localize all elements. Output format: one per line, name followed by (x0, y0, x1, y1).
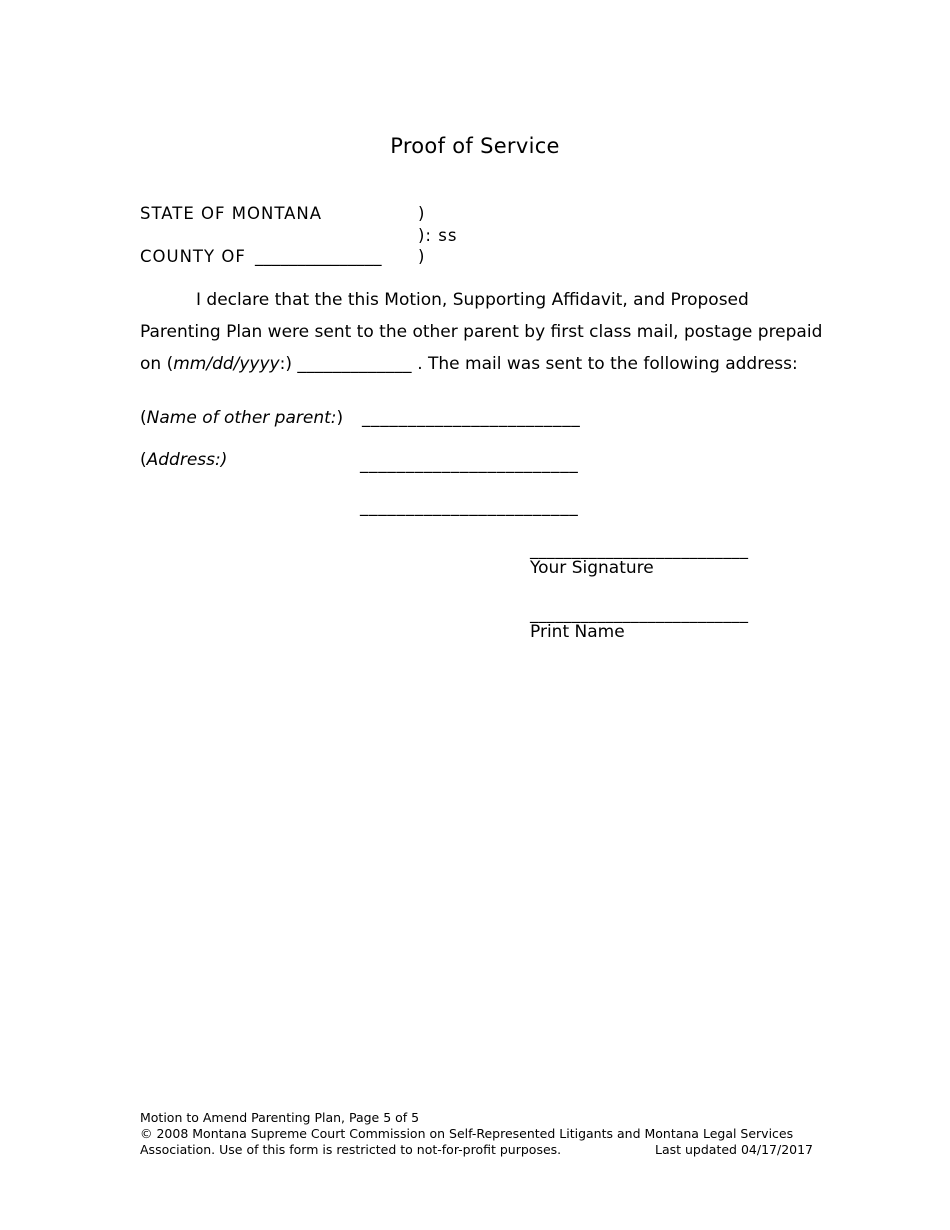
name-of-other-parent-label (140, 408, 343, 428)
address-label (140, 450, 227, 470)
address-open-paren: ( (140, 450, 147, 470)
date-format-hint: mm/dd/yyyy (173, 354, 280, 374)
footer-last-updated: Last updated 04/17/2017 (655, 1142, 814, 1157)
caption-paren-top: ) (418, 204, 426, 223)
declaration-line-2: Parenting Plan were sent to the other parent by first class mail, postage prepaid (140, 322, 823, 342)
county-label: COUNTY OF (140, 247, 246, 266)
signature-line[interactable]: __________________________ (530, 540, 749, 559)
signature-label: Your Signature (530, 558, 654, 578)
declaration-line-1: I declare that the this Motion, Supporting Affidavit, and Proposed (196, 290, 749, 310)
name-close-paren: ) (336, 408, 344, 428)
print-name-line[interactable]: __________________________ (530, 604, 749, 623)
page-title: Proof of Service (390, 134, 560, 158)
caption-paren-bottom: ) (418, 247, 426, 266)
print-name-label: Print Name (530, 622, 625, 642)
name-label-text: Name of other parent: (146, 408, 337, 428)
address-label-text: Address:) (146, 450, 228, 470)
address-blank-2[interactable]: ________________________ (360, 497, 579, 517)
address-blank-1[interactable]: ________________________ (360, 454, 579, 474)
caption-paren-ss: ): ss (418, 226, 458, 245)
mail-date-blank[interactable]: _____________ (297, 354, 412, 374)
state-label: STATE OF MONTANA (140, 204, 323, 223)
footer-page-info: Motion to Amend Parenting Plan, Page 5 of 5 (140, 1110, 420, 1125)
other-parent-name-blank[interactable]: ________________________ (362, 408, 581, 428)
declaration-line-3 (140, 354, 798, 374)
footer-copyright: © 2008 Montana Supreme Court Commission on Self-Represented Litigants and Montana Legal Services (140, 1126, 794, 1141)
date-suffix: :) (279, 354, 292, 374)
county-blank[interactable]: _______________ (255, 247, 382, 266)
footer-usage-notice: Association. Use of this form is restricted to not-for-profit purposes. (140, 1142, 562, 1157)
address-intro: . The mail was sent to the following address: (417, 354, 798, 374)
name-open-paren: ( (140, 408, 147, 428)
date-prefix: on ( (140, 354, 174, 374)
